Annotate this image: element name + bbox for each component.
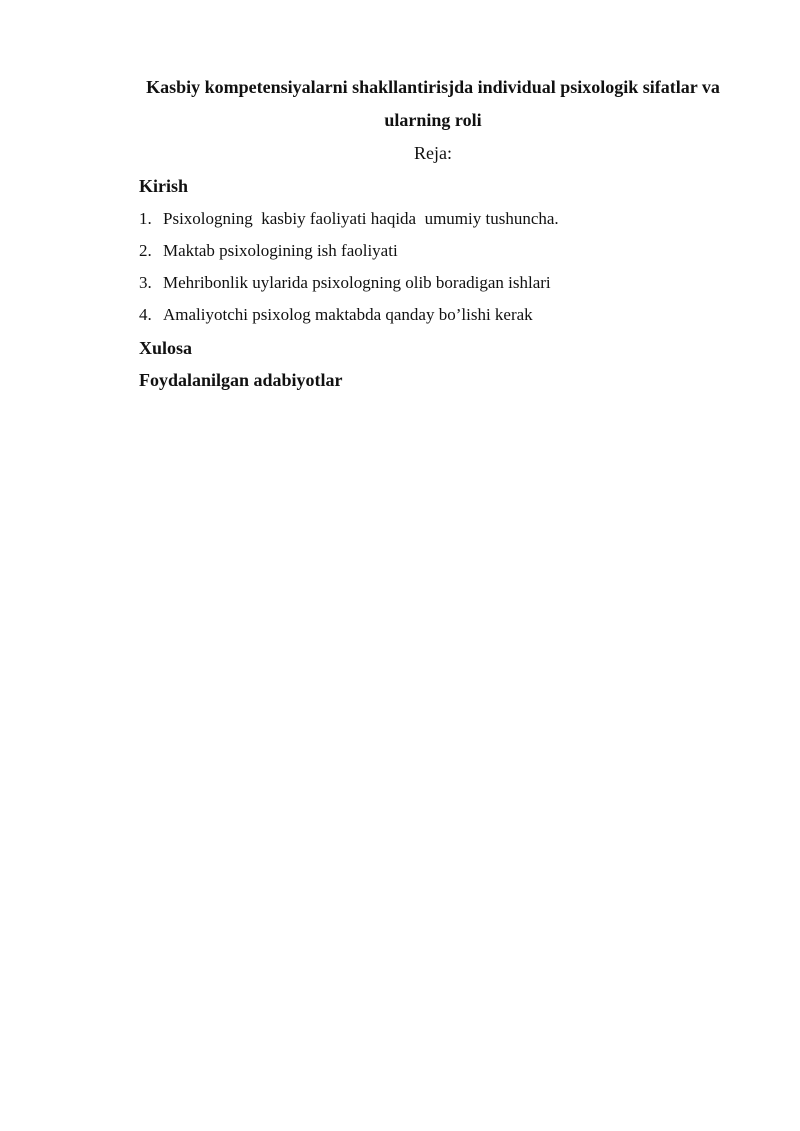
plan-item-text: Amaliyotchi psixolog maktabda qanday bo’lishi kerak (163, 305, 533, 324)
document-title-line-2: ularning roli (384, 110, 482, 130)
plan-item-4 (139, 304, 533, 326)
plan-item-number: 4. (139, 305, 152, 324)
plan-item-text: Psixologning kasbiy faoliyati haqida umumiy tushuncha. (163, 209, 559, 228)
document-title-line-1: Kasbiy kompetensiyalarni shakllantirisjda individual psixologik sifatlar va (146, 77, 720, 97)
plan-heading: Reja: (414, 143, 452, 163)
conclusion-heading: Xulosa (139, 338, 193, 358)
intro-heading: Kirish (139, 176, 189, 196)
plan-item-text: Maktab psixologining ish faoliyati (163, 241, 398, 260)
references-heading: Foydalanilgan adabiyotlar (139, 370, 343, 390)
plan-item-number: 1. (139, 209, 152, 228)
plan-item-number: 2. (139, 241, 152, 260)
plan-item-3 (139, 272, 551, 294)
plan-item-number: 3. (139, 273, 152, 292)
plan-item-2 (139, 240, 398, 262)
plan-item-1 (139, 208, 559, 230)
plan-item-text: Mehribonlik uylarida psixologning olib boradigan ishlari (163, 273, 551, 292)
